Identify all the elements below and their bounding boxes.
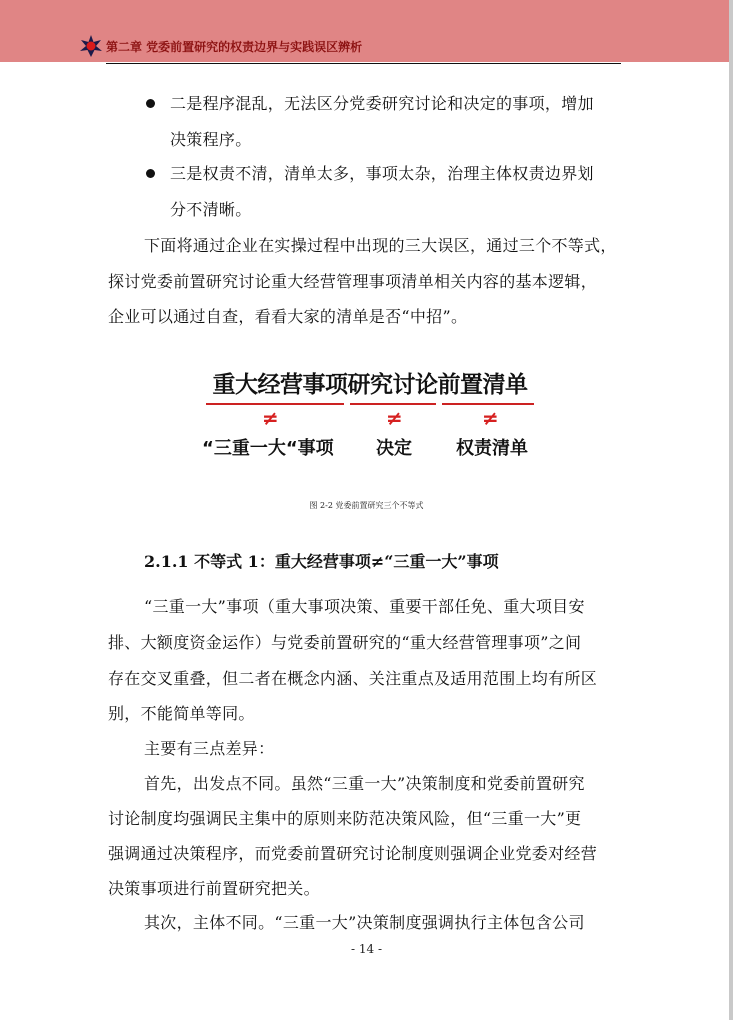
figure-label: 决定 <box>376 438 412 459</box>
inequality-figure <box>200 360 540 470</box>
header-divider <box>106 63 621 64</box>
intro-line: 企业可以通过自查，看看大家的清单是否“中招”。 <box>108 307 468 326</box>
figure-underline <box>350 403 436 405</box>
body-line: 决策事项进行前置研究把关。 <box>108 879 320 898</box>
section-heading: 2.1.1 不等式 1：重大经营事项≠“三重一大”事项 <box>144 552 499 571</box>
chapter-title: 第二章 党委前置研究的权责边界与实践误区辨析 <box>106 40 363 54</box>
intro-line: 探讨党委前置研究讨论重大经营管理事项清单相关内容的基本逻辑， <box>108 272 598 291</box>
body-line: 首先，出发点不同。虽然“三重一大”决策制度和党委前置研究 <box>144 774 585 793</box>
figure-caption: 图 2-2 党委前置研究三个不等式 <box>309 501 424 510</box>
bullet-line: 二是程序混乱，无法区分党委研究讨论和决定的事项，增加 <box>170 94 594 113</box>
bullet-line: 分不清晰。 <box>170 200 252 219</box>
figure-title: 重大经营事项研究讨论前置清单 <box>212 372 528 398</box>
figure-label: 权责清单 <box>456 438 528 459</box>
figure-underline <box>206 403 344 405</box>
intro-line: 下面将通过企业在实操过程中出现的三大误区，通过三个不等式， <box>144 236 617 255</box>
page-number: - 14 - <box>350 942 382 956</box>
bullet-marker <box>146 169 155 178</box>
bullet-marker <box>146 99 155 108</box>
body-line: 讨论制度均强调民主集中的原则来防范决策风险，但“三重一大”更 <box>108 809 582 828</box>
body-line: 存在交叉重叠，但二者在概念内涵、关注重点及适用范围上均有所区 <box>108 669 598 688</box>
bullet-line: 三是权责不清，清单太多，事项太杂，治理主体权责边界划 <box>170 164 594 183</box>
bullet-line: 决策程序。 <box>170 130 252 149</box>
body-line: “三重一大”事项（重大事项决策、重要干部任免、重大项目安 <box>144 597 585 616</box>
not-equal-symbol: ≠ <box>386 406 403 430</box>
not-equal-symbol: ≠ <box>262 406 279 430</box>
figure-label: “三重一大“事项 <box>202 438 334 459</box>
body-line: 其次，主体不同。“三重一大”决策制度强调执行主体包含公司 <box>144 913 585 932</box>
body-line: 别，不能简单等同。 <box>108 704 255 723</box>
not-equal-symbol: ≠ <box>482 406 499 430</box>
figure-underline <box>442 403 534 405</box>
body-line: 强调通过决策程序，而党委前置研究讨论制度则强调企业党委对经营 <box>108 844 598 863</box>
party-emblem-icon <box>78 34 104 58</box>
body-line: 主要有三点差异： <box>144 739 275 758</box>
body-line: 排、大额度资金运作）与党委前置研究的“重大经营管理事项”之间 <box>108 633 582 652</box>
